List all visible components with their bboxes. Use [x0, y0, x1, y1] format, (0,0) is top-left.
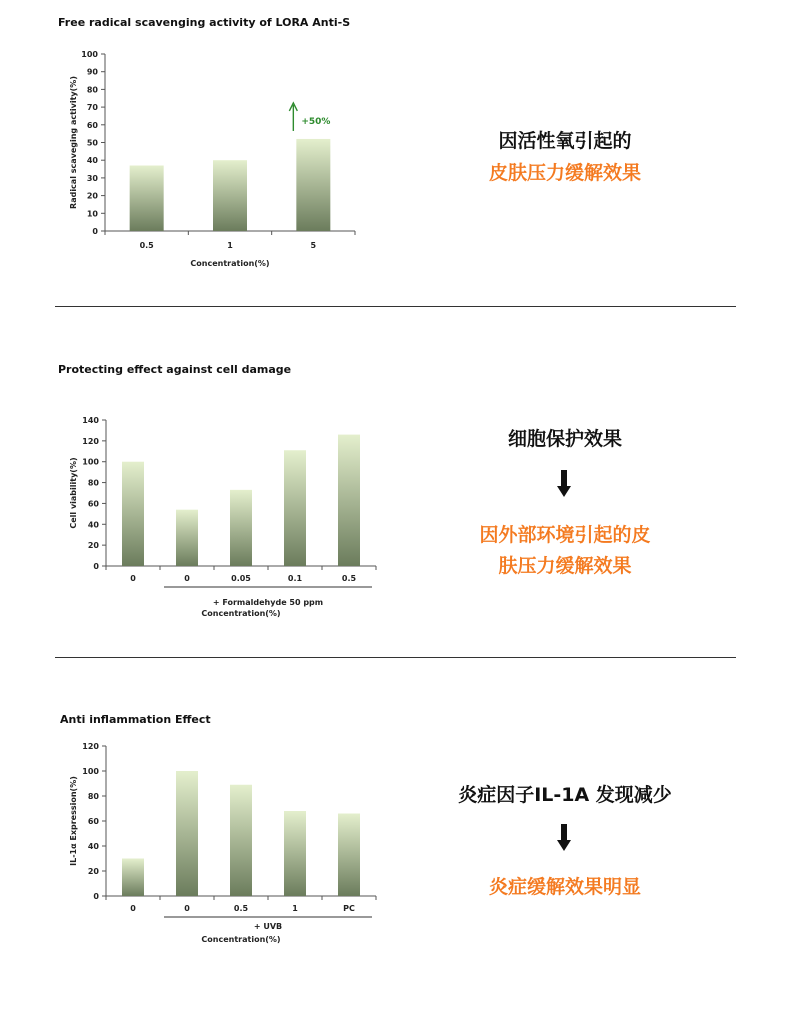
x-tick-label: 5 — [310, 241, 317, 250]
y-tick-label: 0 — [93, 892, 99, 901]
bar — [284, 811, 306, 896]
y-axis-label: Cell viability(%) — [69, 457, 78, 529]
chart-title: Free radical scavenging activity of LORA Anti-S — [58, 16, 351, 29]
y-tick-label: 80 — [86, 85, 98, 95]
x-tick-label: 0 — [130, 574, 136, 583]
bar — [176, 510, 198, 566]
y-tick-label: 40 — [87, 842, 99, 851]
y-tick-label: 20 — [87, 867, 99, 876]
y-tick-label: 10 — [86, 209, 98, 219]
y-tick-label: 20 — [86, 191, 98, 201]
bar — [338, 435, 360, 566]
y-axis-label: IL-1α Expression(%) — [69, 776, 78, 866]
y-tick-label: 80 — [87, 792, 99, 801]
y-tick-label: 120 — [82, 436, 99, 446]
right-heading: 细胞保护效果 — [507, 428, 622, 450]
y-tick-label: 50 — [86, 138, 98, 148]
y-tick-label: 60 — [87, 817, 99, 826]
y-tick-label: 40 — [86, 156, 98, 166]
x-tick-label: 0.1 — [287, 574, 303, 583]
chart-title: Protecting effect against cell damage — [58, 363, 292, 376]
y-tick-label: 70 — [86, 103, 98, 113]
chart-title: Anti inflammation Effect — [60, 713, 211, 726]
x-tick-label: 0 — [184, 904, 190, 913]
bar — [338, 814, 360, 897]
right-subheading: 炎症缓解效果明显 — [488, 876, 641, 898]
bar — [284, 450, 306, 566]
x-tick-label: 0.5 — [233, 904, 249, 913]
bar — [130, 166, 164, 231]
section-divider — [55, 306, 736, 307]
y-tick-label: 60 — [87, 499, 99, 509]
x-tick-label: 0 — [130, 904, 136, 913]
y-tick-label: 100 — [82, 767, 99, 776]
down-arrow-icon — [557, 470, 571, 498]
down-arrow-icon — [557, 824, 571, 852]
bar — [122, 859, 144, 897]
x-tick-label: 0.05 — [231, 574, 251, 583]
x-tick-label: 0.5 — [139, 241, 154, 250]
right-heading: 炎症因子IL-1A 发现减少 — [458, 784, 672, 806]
right-heading: 因活性氧引起的 — [498, 130, 632, 152]
right-subheading-line-1: 因外部环境引起的皮 — [479, 524, 651, 546]
right-subheading: 皮肤压力缓解效果 — [488, 162, 641, 184]
y-tick-label: 60 — [86, 120, 98, 130]
y-tick-label: 120 — [82, 742, 99, 751]
x-tick-label: PC — [343, 904, 355, 913]
x-axis-label: Concentration(%) — [190, 259, 270, 268]
increase-annotation: +50% — [301, 116, 331, 127]
y-tick-label: 80 — [87, 478, 99, 488]
y-tick-label: 20 — [87, 541, 99, 551]
y-tick-label: 100 — [82, 457, 99, 467]
y-axis-label: Radical scaveging activity(%) — [69, 76, 78, 209]
bar — [230, 490, 252, 566]
bar — [213, 160, 247, 231]
bar — [296, 139, 330, 231]
x-tick-label: 1 — [292, 904, 298, 913]
y-tick-label: 0 — [93, 562, 99, 571]
x-tick-label: 0 — [184, 574, 190, 583]
x-axis-label: Concentration(%) — [201, 609, 281, 618]
bar-chart-radical-scavenging — [40, 40, 380, 300]
y-tick-label: 140 — [82, 416, 99, 425]
y-tick-label: 100 — [81, 50, 98, 59]
x-tick-label: 1 — [227, 241, 233, 250]
y-tick-label: 40 — [87, 520, 99, 530]
y-tick-label: 0 — [92, 227, 98, 236]
treatment-label: + UVB — [253, 922, 283, 931]
right-subheading-line-2: 肤压力缓解效果 — [498, 555, 632, 577]
bar — [176, 771, 198, 896]
bar-chart-cell-viability — [40, 400, 400, 640]
x-tick-label: 0.5 — [341, 574, 357, 583]
bar — [230, 785, 252, 896]
y-tick-label: 90 — [86, 67, 98, 77]
bar-chart-il1a-expression — [40, 730, 400, 950]
section-divider — [55, 657, 736, 658]
y-tick-label: 30 — [86, 173, 98, 183]
bar — [122, 462, 144, 566]
treatment-label: + Formaldehyde 50 ppm — [212, 598, 324, 607]
x-axis-label: Concentration(%) — [201, 935, 281, 944]
